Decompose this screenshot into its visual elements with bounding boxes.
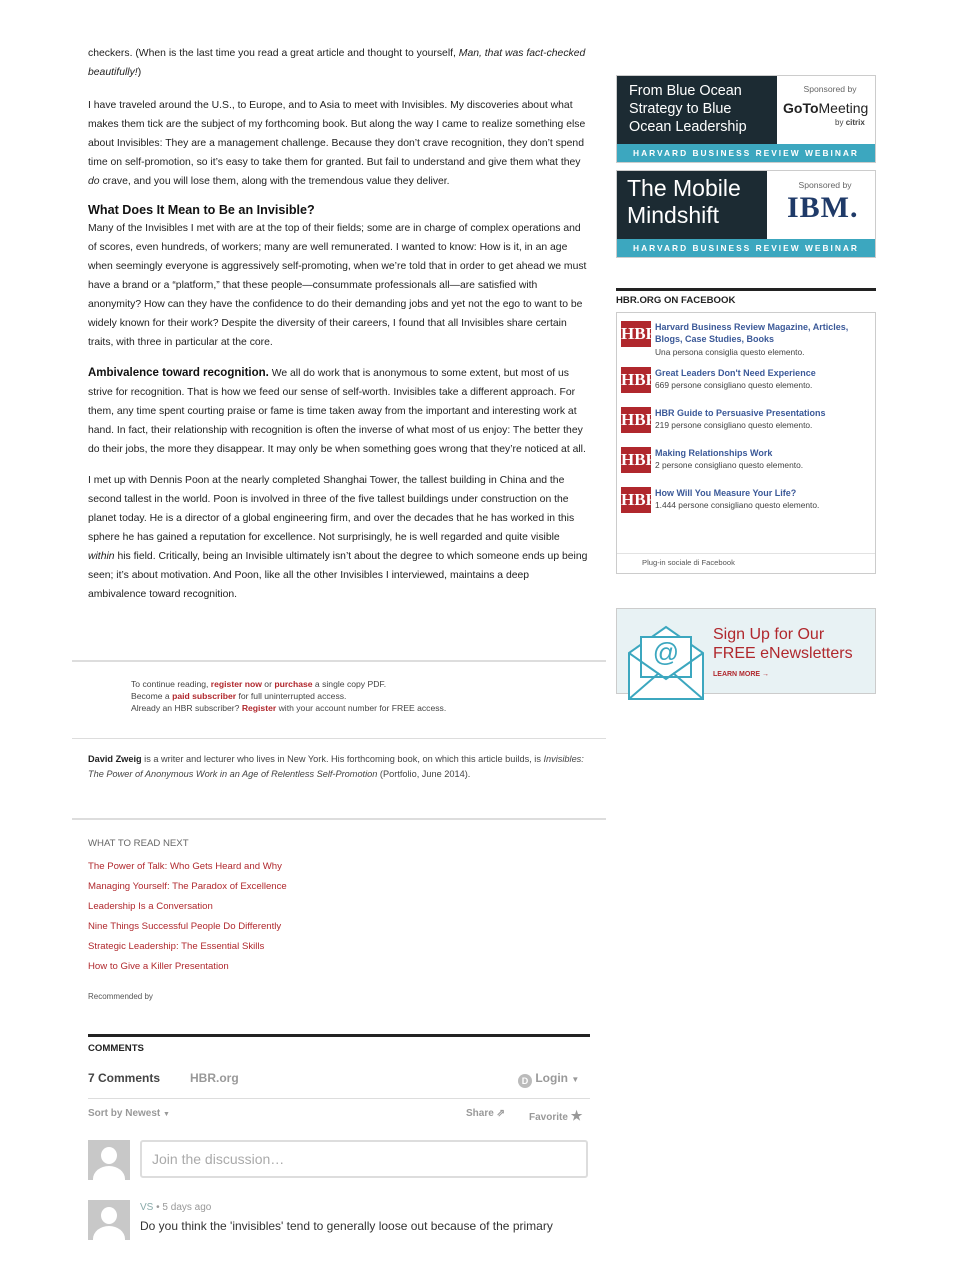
site-tab[interactable]: HBR.org xyxy=(190,1071,239,1085)
register-link[interactable]: Register xyxy=(241,703,277,713)
ibm-logo: IBM. xyxy=(787,191,859,224)
recommended-link[interactable]: How to Give a Killer Presentation xyxy=(88,961,229,972)
register-now-link[interactable]: register now xyxy=(210,679,262,689)
disqus-icon: D xyxy=(518,1074,532,1088)
login-button[interactable]: D Login ▼ xyxy=(518,1071,579,1088)
recommended-link[interactable]: Leadership Is a Conversation xyxy=(88,901,213,912)
facebook-box: HBR Harvard Business Review Magazine, Articles, Blogs, Case Studies, Books Una persona consiglia questo elemento. HBR Great Leaders Don't Need Experience 669 persone consigliano questo elemento. HBR HBR Guide to Persuasive Presentations 219 persone consigliano questo elemento. HBR Making Relationships Work 2 persone consigliano questo elemento. HBR How Will You Measure Your Life? 1.444 persone consigliano questo elemento. xyxy=(616,312,876,574)
hbr-logo: HBR xyxy=(621,407,651,433)
purchase-link[interactable]: purchase xyxy=(274,679,313,689)
user-avatar xyxy=(88,1140,130,1180)
facebook-plugin-label: Plug-in sociale di Facebook xyxy=(642,558,735,567)
webinar-ad-mobile-mindshift[interactable]: The Mobile Mindshift Sponsored by IBM. HARVARD BUSINESS REVIEW WEBINAR xyxy=(616,170,876,258)
star-icon: ★ xyxy=(570,1108,583,1123)
recommended-link[interactable]: Managing Yourself: The Paradox of Excellence xyxy=(88,881,287,892)
comments-label: COMMENTS xyxy=(88,1043,144,1054)
author-name: David Zweig xyxy=(88,754,142,764)
what-to-read-next xyxy=(88,838,287,977)
newsletter-title: Sign Up for Our xyxy=(713,626,825,643)
gotomeeting-logo: GoToMeeting xyxy=(783,100,869,116)
chevron-down-icon: ▼ xyxy=(163,1111,170,1118)
recommended-link[interactable]: Nine Things Successful People Do Differently xyxy=(88,921,282,932)
comment-author[interactable]: VS xyxy=(140,1202,154,1213)
commenter-avatar xyxy=(88,1200,130,1240)
divider xyxy=(617,553,875,554)
comments-section xyxy=(88,1034,590,1054)
hbr-logo: HBR xyxy=(621,321,651,347)
comment-meta: VS • 5 days ago xyxy=(140,1202,212,1213)
article-paragraph: checkers. (When is the last time you read a great article and thought to yourself, Man, that was fact-checked beautifully!) xyxy=(88,48,586,78)
section-heading: What Does It Mean to Be an Invisible? xyxy=(88,203,315,217)
divider xyxy=(88,1098,590,1099)
divider xyxy=(72,738,606,739)
article-paragraph: Many of the Invisibles I met with are at the top of their fields; some are in charge of complex operations and of scores, even hundreds, of workers; many are well remunerated. I wanted to know: How is it, in an age when seemingly everyone is aggressively self-promoting, when we’re told that in order to get ahead we must have a brand or a “platform,” that these people—consummate professionals all—are satisfied with anonymity? How can they have the confidence to do their demanding jobs and yet not the ego to want to be widely known for their work? Despite the diversity of their careers, I found that all Invisibles share certain traits, with three in particular at the core. xyxy=(88,223,587,348)
comment-text: Do you think the 'invisibles' tend to generally loose out because of the primary xyxy=(140,1219,553,1233)
citrix-logo: by citrix xyxy=(835,118,865,127)
favorite-button[interactable]: Favorite ★ xyxy=(529,1108,583,1123)
sort-dropdown[interactable]: Sort by Newest ▼ xyxy=(88,1108,170,1119)
at-sign: @ xyxy=(652,637,680,667)
article-body xyxy=(88,44,588,616)
article-paragraph: I met up with Dennis Poon at the nearly completed Shanghai Tower, the tallest building in China and the second tallest in the world. Poon is involved in three of the five tallest buildings under construction on the planet today. He is a director of a global engineering firm, and over the decades that he has worked in this sphere he has gained a reputation for excellence. Not surprisingly, he is well regarded and quite visible within his field. Critically, being an Invisible ultimately isn’t about the degree to which someone ends up being seen; it’s about motivation. And Poon, like all the other Invisibles I interviewed, maintains a deep ambivalence toward recognition. xyxy=(88,475,588,600)
hbr-logo: HBR xyxy=(621,367,651,393)
comment-time[interactable]: 5 days ago xyxy=(162,1202,212,1213)
what-to-read-heading: WHAT TO READ NEXT xyxy=(88,838,189,849)
facebook-widget xyxy=(616,288,876,567)
divider xyxy=(72,818,606,820)
divider xyxy=(72,660,606,662)
chevron-down-icon: ▼ xyxy=(571,1075,580,1084)
hbr-logo: HBR xyxy=(621,487,651,513)
webinar-ad-blue-ocean[interactable]: From Blue Ocean Strategy to Blue Ocean Leadership Sponsored by GoToMeeting by citrix HARVARD BUSINESS REVIEW WEBINAR xyxy=(616,75,876,163)
join-discussion-input[interactable]: Join the discussion… xyxy=(140,1140,588,1178)
share-icon: ⇗ xyxy=(496,1108,505,1119)
author-bio: David Zweig is a writer and lecturer who lives in New York. His forthcoming book, on which this article builds, is Invisibles: The Power of Anonymous Work in an Age of Relentless Self-Promotion (Portfolio, June 2014). xyxy=(88,754,584,779)
envelope-icon xyxy=(625,617,707,701)
recommended-by: Recommended by xyxy=(88,992,153,1001)
article-paragraph: I have traveled around the U.S., to Europe, and to Asia to meet with Invisibles. My discoveries about what makes them tick are the subject of my forthcoming book. But along the way I came to realize something else about Invisibles: They are a management challenge. Because they don’t crave recognition, they don’t spend time on self-promotion, so it’s easy to take them for granted. But fail to understand and give them what they do crave, and you will lose them, along with the tremendous value they deliver. xyxy=(88,100,586,187)
hbr-logo: HBR xyxy=(621,447,651,473)
trait-heading: Ambivalence toward recognition. xyxy=(88,367,269,379)
recommended-link[interactable]: The Power of Talk: Who Gets Heard and Why xyxy=(88,861,282,872)
comment-count-tab[interactable]: 7 Comments xyxy=(88,1071,161,1085)
paywall-notice: To continue reading, register now or purchase a single copy PDF. Become a paid subscriber for full uninterrupted access. Already an HBR subscriber? Register with your account number for FREE access. xyxy=(131,679,447,713)
article-paragraph: Ambivalence toward recognition. We all do work that is anonymous to some extent, but most of us strive for recognition. That is how we feed our sense of self-worth. Invisibles take a different approach. For them, any time spent courting praise or fame is time taken away from the important and interesting work at hand. In fact, their relationship with recognition is often the inverse of what most of us enjoy: The better they do their jobs, the more they disappear. It may only be when something goes wrong that they’re noticed at all. xyxy=(88,367,586,455)
paid-subscriber-link[interactable]: paid subscriber xyxy=(172,691,237,701)
learn-more-link[interactable]: LEARN MORE → xyxy=(713,671,769,678)
facebook-heading: HBR.ORG ON FACEBOOK xyxy=(616,288,876,306)
newsletter-signup-ad[interactable]: @ Sign Up for Our FREE eNewsletters LEARN MORE → xyxy=(616,608,876,694)
share-button[interactable]: Share ⇗ xyxy=(466,1108,505,1119)
recommended-link[interactable]: Strategic Leadership: The Essential Skills xyxy=(88,941,265,952)
